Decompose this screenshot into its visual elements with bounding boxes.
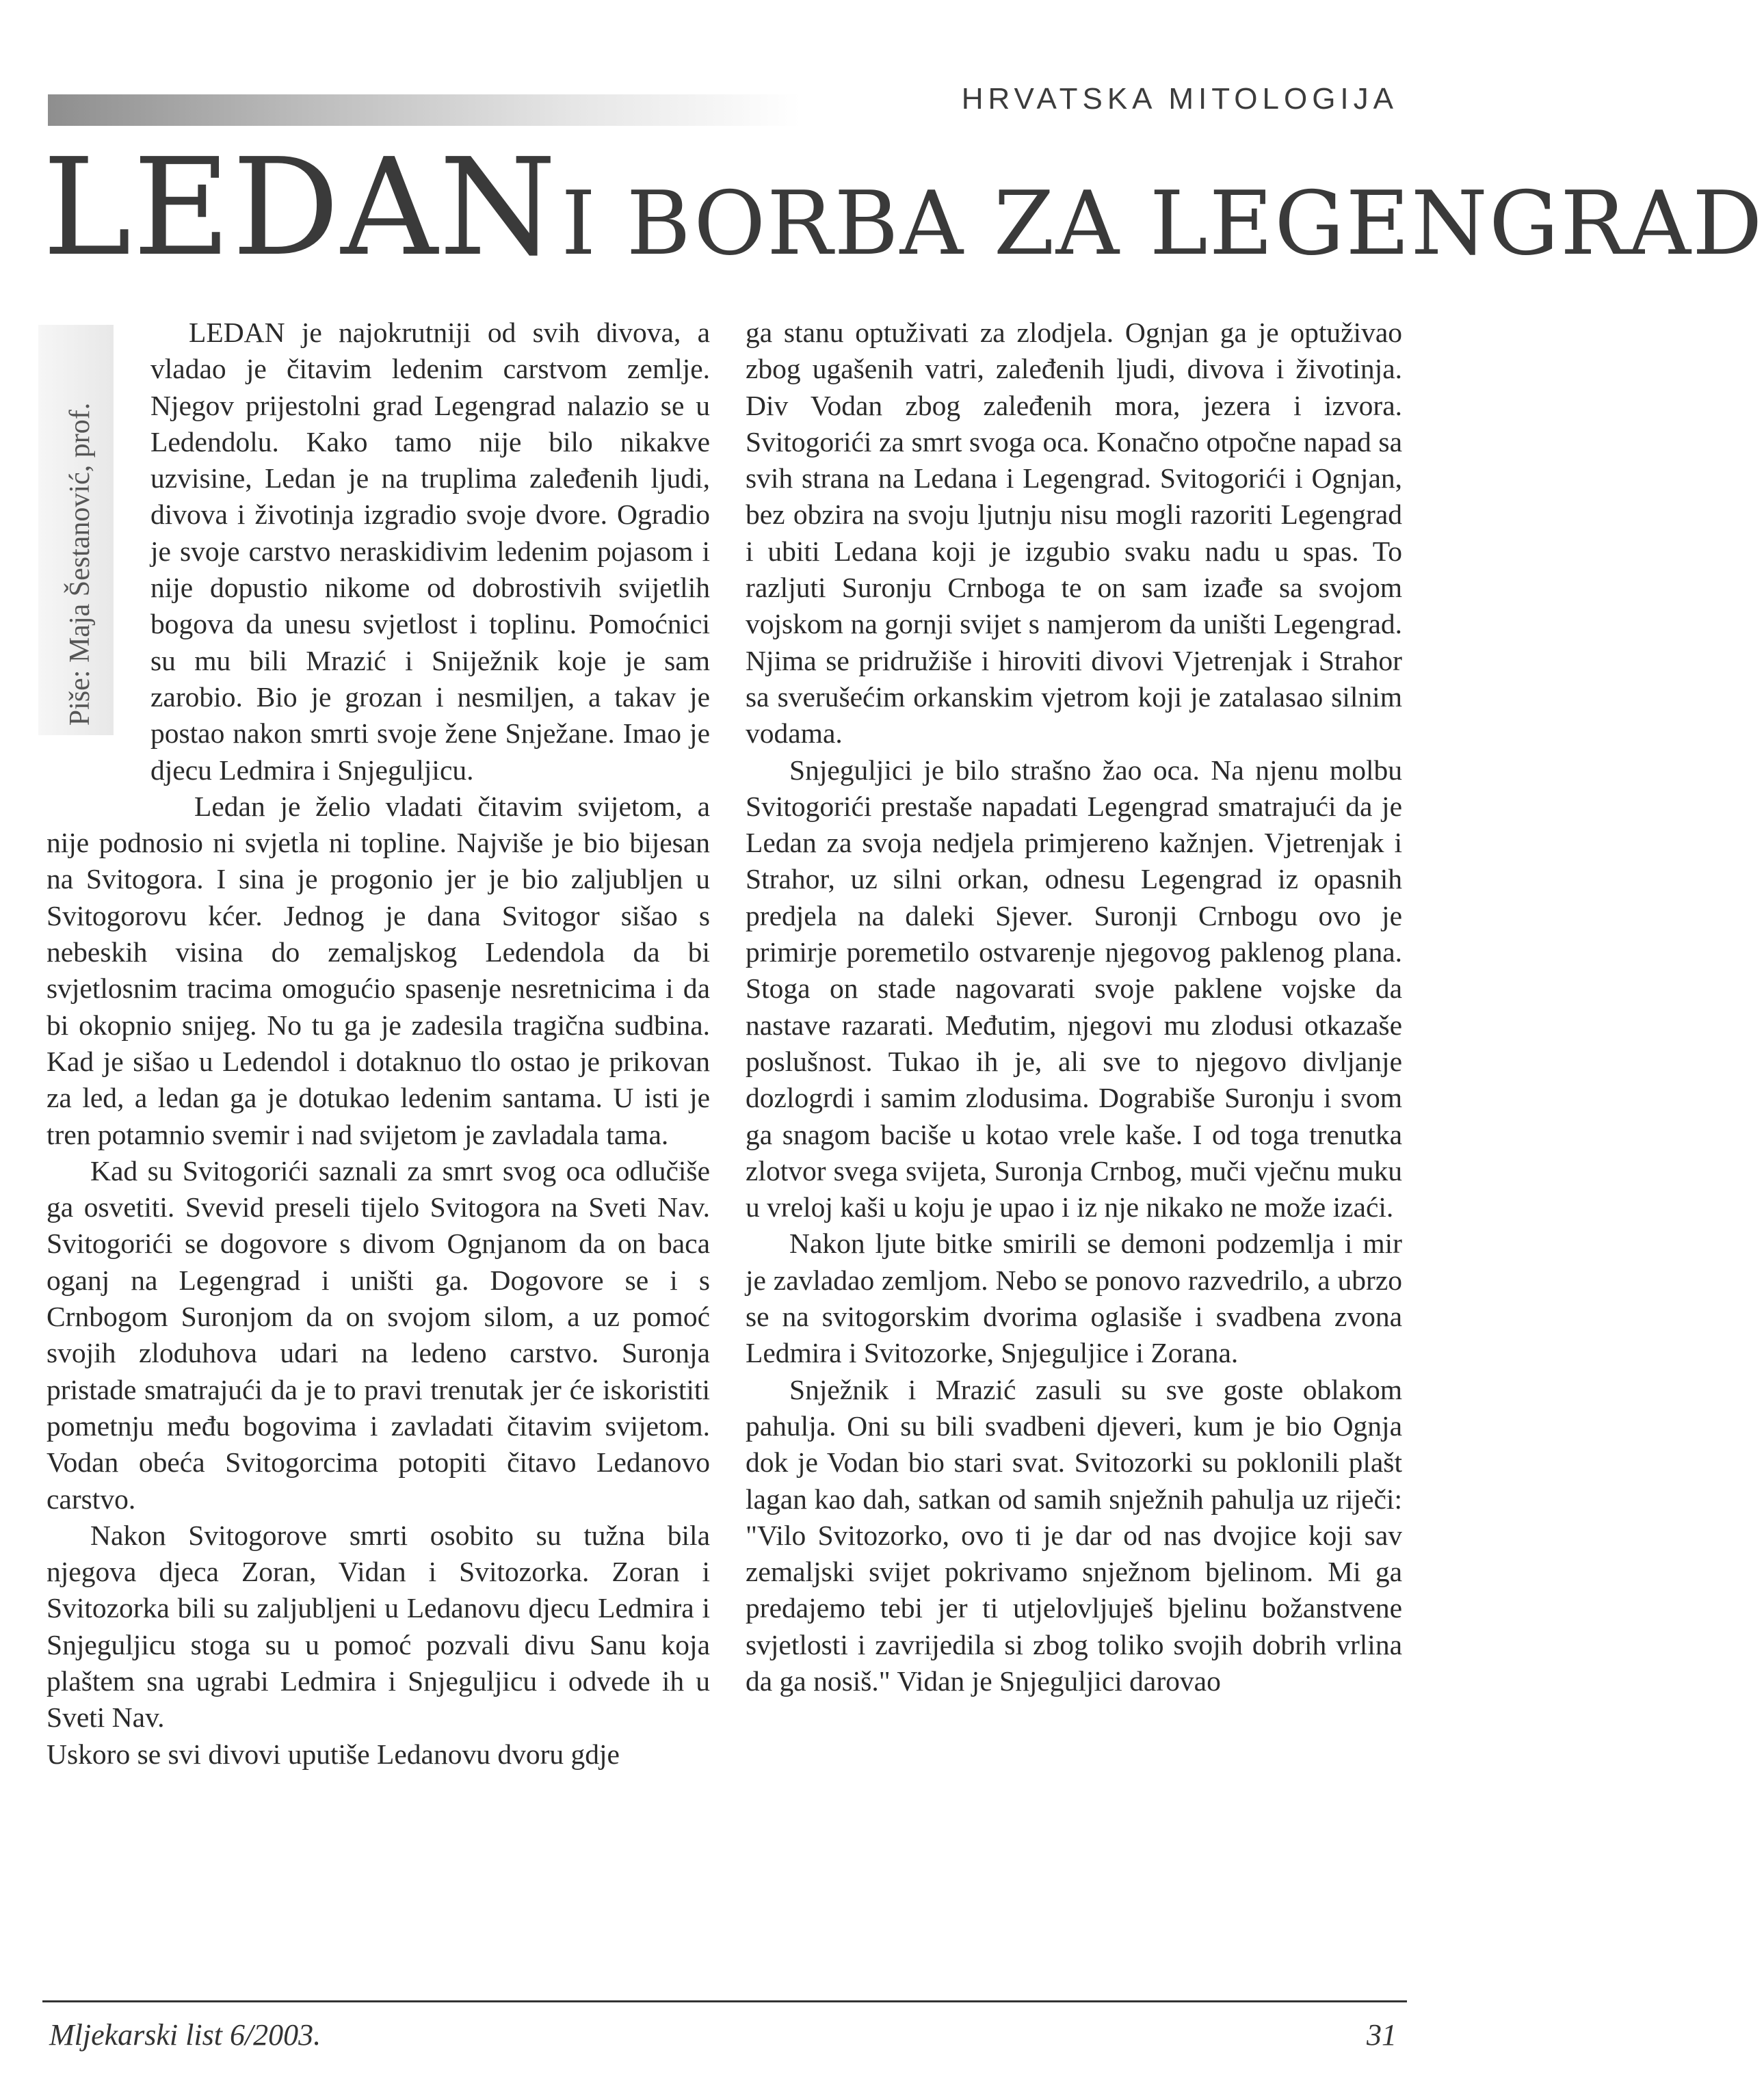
page-number: 31: [1367, 2018, 1397, 2052]
byline-spacer: [47, 315, 150, 824]
paragraph: Nakon Svitogorove smrti osobito su tužna bila njegova djeca Zoran, Vidan i Svitozorka. Zoran i Svitozorka bili su zaljubljeni u Ledanovu djecu Ledmira i Snjeguljicu stoga su u pomoć pozvali divu Sanu koja plaštem sna ugrabi Ledmira i Snjeguljicu i odvede ih u Sveti Nav.: [47, 1519, 710, 1734]
title-main: LEDAN: [42, 130, 558, 286]
paragraph: Snjeguljici je bilo strašno žao oca. Na njenu molbu Svitogorići prestaše napadati Legengrad smatrajući da je Ledan za svoja nedjela primjereno kažnjen. Vjetrenjak i Strahor, uz silni orkan, odnesu Legengrad iz opasnih predjela na daleki Sjever. Suronji Crnbogu ovo je primirje poremetilo ostvarenje njegovog paklenog plana. Stoga on stade nagovarati svoje paklene vojske da nastave razarati. Međutim, njegovi mu zlodusi otkazaše poslušnost. Tukao ih je, ali sve to njegovo divljanje dozlogrdi i samim zlodusima. Dograbiše Suronju i svom ga snagom baciše u kotao vrele kaše. I od toga trenutka zlotvor svega svijeta, Suronja Crnbog, muči vječnu muku u vreloj kaši u koju je upao i iz nje nikako ne može izaći.: [746, 754, 1402, 1223]
publication-info: Mljekarski list 6/2003.: [49, 2018, 321, 2052]
paragraph: LEDAN je najokrutniji od svih divova, a vladao je čitavim ledenim carstvom zemlje. Njegov prijestolni grad Legengrad nalazio se u Ledendolu. Kako tamo nije bilo nikakve uzvisine, Ledan je na truplima zaleđenih ljudi, divova i životinja izgradio svoje dvore. Ogradio je svoje carstvo neraskidivim ledenim pojasom i nije dopustio nikome od dobrostivih svijetlih bogova da unesu svjetlost i toplinu. Pomoćnici su mu bili Mrazić i Sniježnik koje je sam zarobio. Bio je grozan i nesmiljen, a takav je postao nakon smrti svoje žene Snježane. Imao je djecu Ledmira i Snjeguljicu.: [150, 317, 710, 786]
paragraph: Ledan je želio vladati čitavim svijetom, a nije podnosio ni svjetla ni topline. Najviše je bio bijesan na Svitogora. I sina je progonio jer je bio zaljubljen u Svitogorovu kćer. Jednog je dana Svitogor sišao s nebeskih visina do zemaljskog Ledendola da bi svjetlosnim tracima omogućio spasenje nesretnicima i da bi okopnio snijeg. No tu ga je zadesila tragična sudbina. Kad je sišao u Ledendol i dotaknuo tlo ostao je prikovan za led, a ledan ga je dotukao ledenim santama. U isti je tren potamnio svemir i nad svijetom je zavladala tama.: [47, 790, 710, 1150]
paragraph: Nakon ljute bitke smirili se demoni podzemlja i mir je zavladao zemljom. Nebo se ponovo razvedrilo, a ubrzo se na svitogorskim dvorima oglasiše i svadbena zvona Ledmira i Svitozorke, Snjeguljice i Zorana.: [746, 1228, 1402, 1369]
author-byline: Piše: Maja Šestanović, prof.: [64, 402, 96, 726]
paragraph: Kad su Svitogorići saznali za smrt svog oca odlučiše ga osvetiti. Svevid preseli tijelo Svitogora na Sveti Nav. Svitogorići se dogovore s divom Ognjanom da on baca oganj na Legengrad i uništi ga. Dogovore se i s Crnbogom Suronjom da on svojom silom, a uz pomoć svojih zloduhova udari na ledeno carstvo. Suronja pristade smatrajući da je to pravi trenutak jer će iskoristiti pometnju među bogovima i zavladati čitavim svijetom. Vodan obeća Svitogorcima potopiti čitavo Ledanovo carstvo.: [47, 1154, 710, 1515]
paragraph: Snježnik i Mrazić zasuli su sve goste oblakom pahulja. Oni su bili svadbeni djeveri, kum je bio Ognja dok je Vodan bio stari svat. Svitozorki su poklonili plašt lagan kao dah, satkan od samih snježnih pahulja uz riječi: "Vilo Svitozorko, ovo ti je dar od nas dvojice koji sav zemaljski svijet pokrivamo snježnom bjelinom. Mi ga predajemo tebi jer ti utjelovljuješ bjelinu božanstvene svjetlosti i zavrijedila si zbog toliko svojih dobrih vrlina da ga nosiš." Vidan je Snjeguljici darovao: [746, 1373, 1402, 1697]
article-title: [42, 130, 1764, 286]
header-gradient-bar: [48, 94, 800, 126]
footer-rule: [42, 2000, 1407, 2002]
section-label: HRVATSKA MITOLOGIJA: [961, 82, 1398, 116]
paragraph: Uskoro se svi divovi uputiše Ledanovu dvoru gdje: [47, 1738, 620, 1770]
column-right: [746, 315, 1402, 1699]
paragraph: ga stanu optuživati za zlodjela. Ognjan ga je optuživao zbog ugašenih vatri, zaleđenih ljudi, divova i životinja. Div Vodan zbog zaleđenih mora, jezera i izvora. Svitogorići za smrt svoga oca. Konačno otpočne napad sa svih strana na Ledana i Legengrad. Svitogorići i Ognjan, bez obzira na svoju ljutnju nisu mogli razoriti Legengrad i ubiti Ledana koji je izgubio svaku nadu u spas. To razljuti Suronju Crnboga te on sam izađe sa svojom vojskom na gornji svijet s namjerom da uništi Legengrad. Njima se pridružiše i hiroviti divovi Vjetrenjak i Strahor sa sverušećim orkanskim vjetrom koji je zatalasao silnim vodama.: [746, 317, 1402, 750]
column-left: [47, 315, 710, 1773]
title-rest: I BORBA ZA LEGENGRAD: [561, 173, 1764, 275]
